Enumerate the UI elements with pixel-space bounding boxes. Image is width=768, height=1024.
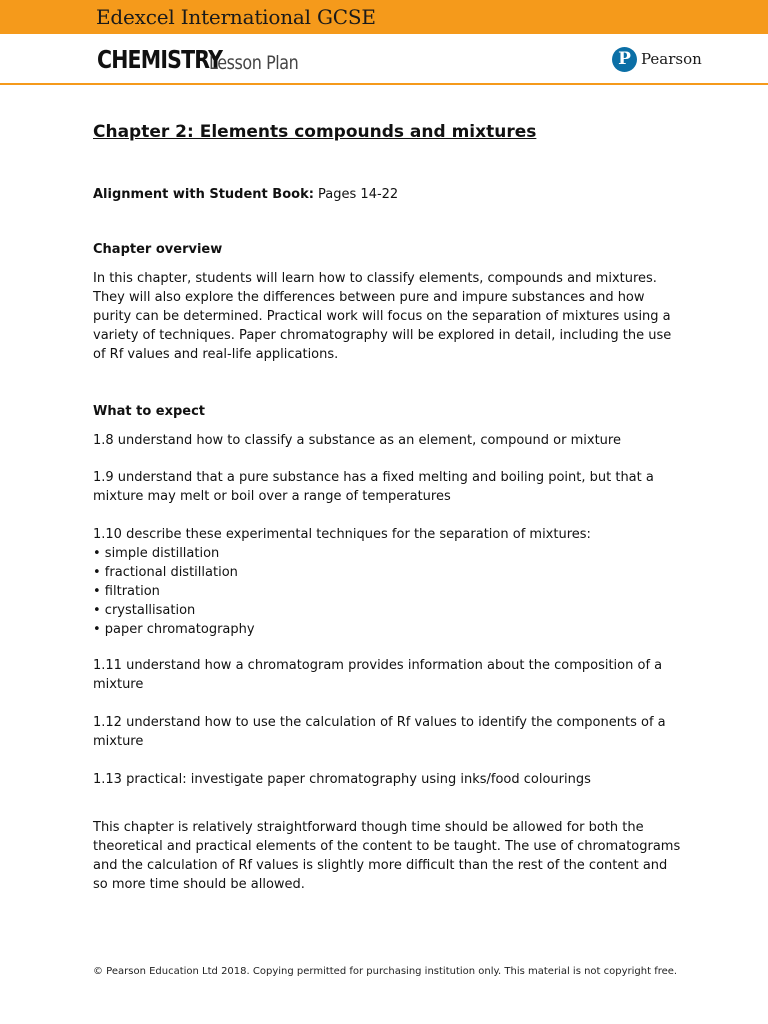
- list-item: • filtration: [93, 584, 160, 599]
- list-item: • fractional distillation: [93, 565, 238, 580]
- objective-1-8: 1.8 understand how to classify a substance as an element, compound or mixture: [93, 433, 621, 448]
- pearson-logo-icon: P: [612, 47, 637, 72]
- objective-1-11: 1.11 understand how a chromatogram provides information about the composition of a mixture: [93, 658, 663, 692]
- objective-1-10-text: 1.10 describe these experimental techniques for the separation of mixtures:: [93, 527, 591, 542]
- subject-title: CHEMISTRY: [97, 45, 223, 74]
- objective-1-13: 1.13 practical: investigate paper chromatography using inks/food colourings: [93, 772, 591, 787]
- alignment-label: Alignment with Student Book:: [93, 187, 314, 202]
- objective-1-12: 1.12 understand how to use the calculation of Rf values to identify the components of a mixture: [93, 715, 666, 749]
- list-item: • crystallisation: [93, 603, 196, 618]
- objective-1-10: [93, 525, 683, 639]
- list-item: • simple distillation: [93, 546, 220, 561]
- pearson-logo-name: Pearson: [641, 50, 702, 68]
- closing-text: This chapter is relatively straightforward though time should be allowed for both the theoretical and practical elements of the content to be taught. The use of chromatograms and the calculation of Rf values is slightly more difficult than the rest of the content and so more time should be allowed.: [93, 820, 681, 892]
- brand-title: Edexcel International GCSE: [96, 5, 376, 29]
- overview-text: In this chapter, students will learn how to classify elements, compounds and mixtures. They will also explore the differences between pure and impure substances and how purity can be determined. Practical work will focus on the separation of mixtures using a variety of techniques. Paper chromatography will be explored in detail, including the use of Rf values and real-life applications.: [93, 271, 672, 362]
- chapter-title: Chapter 2: Elements compounds and mixtures: [93, 122, 537, 142]
- header-bar: [0, 0, 768, 34]
- copyright-footer: © Pearson Education Ltd 2018. Copying permitted for purchasing institution only. This material is not copyright free.: [93, 966, 678, 977]
- alignment-value: Pages 14-22: [313, 187, 399, 202]
- alignment-line: [93, 185, 398, 204]
- technique-list: [93, 544, 683, 639]
- pearson-logo: [612, 47, 702, 75]
- expect-heading: What to expect: [93, 404, 206, 419]
- objective-1-9: 1.9 understand that a pure substance has a fixed melting and boiling point, but that a mixture may melt or boil over a range of temperatures: [93, 470, 654, 504]
- lesson-plan-label: Lesson Plan: [209, 52, 299, 74]
- overview-heading: Chapter overview: [93, 242, 223, 257]
- list-item: • paper chromatography: [93, 622, 255, 637]
